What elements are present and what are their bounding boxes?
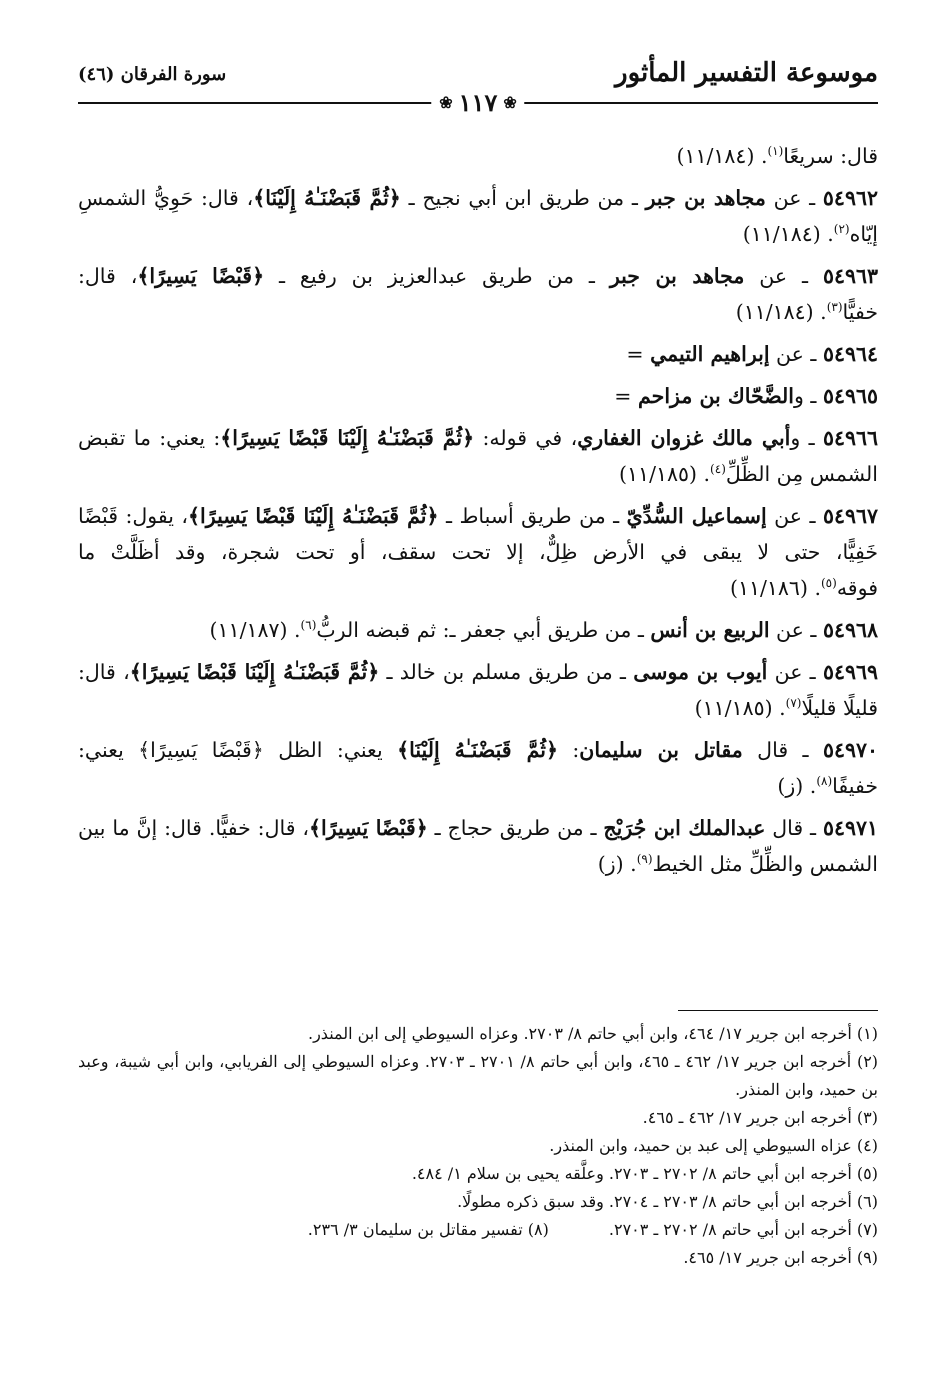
narration-number: ٥٤٩٦٢ xyxy=(822,186,878,210)
paragraph-text: ، قال: قليلًا قليلًا xyxy=(78,660,878,720)
paragraph-text: ـ عن xyxy=(744,264,823,288)
paragraph-text: ـ من طريق مسلم بن خالد ـ xyxy=(379,660,634,684)
footnotes xyxy=(78,1020,878,1272)
paragraph-text: ـ و xyxy=(793,384,823,408)
surah-name: سورة الفرقان (٤٦) xyxy=(78,64,227,85)
paragraph-text: = xyxy=(626,342,651,366)
footnote: (٥) أخرجه ابن أبي حاتم ٨/ ٢٧٠٢ ـ ٢٧٠٣. وعلَّقه يحيى بن سلام ١/ ٤٨٤. xyxy=(411,1164,878,1183)
narrator-name: أيوب بن موسى xyxy=(633,660,768,684)
footnote-marker: (٥) xyxy=(820,576,837,591)
paragraph-text: ـ عن xyxy=(767,660,823,684)
footnote: (١) أخرجه ابن جرير ١٧/ ٤٦٤، وابن أبي حاتم ٨/ ٢٧٠٣. وعزاه السيوطي إلى ابن المنذر. xyxy=(307,1024,878,1043)
paragraph xyxy=(78,336,878,372)
narration-number: ٥٤٩٦٣ xyxy=(822,264,878,288)
volume-ref: . (١١/١٨٤) xyxy=(742,222,834,246)
volume-ref: . (ز) xyxy=(597,852,637,876)
narration-number: ٥٤٩٦٦ xyxy=(822,426,878,450)
footnote-marker: (٦) xyxy=(300,618,317,633)
paragraph-text: يعني: الظل ﴿قَبْضًا يَسِيرًا﴾ يعني: خفيفًا xyxy=(78,738,878,798)
footnote-marker: (٩) xyxy=(636,852,653,867)
volume-ref: . (١١/١٨٦) xyxy=(729,576,821,600)
volume-ref: . (١١/١٨٧) xyxy=(209,618,301,642)
paragraph-text: قال: سريعًا xyxy=(783,144,878,168)
quran-quote: ﴿ثُمَّ قَبَضْنَـٰهُ إِلَيْنَا قَبْضًا يَسِيرًا﴾ xyxy=(220,426,475,450)
narration-number: ٥٤٩٦٥ xyxy=(822,384,878,408)
paragraph-text: ـ عن xyxy=(765,186,823,210)
quran-quote: ﴿ثُمَّ قَبَضْنَـٰهُ إِلَيْنَا قَبْضًا يَسِيرًا﴾ xyxy=(188,504,439,528)
paragraph-text: ـ من طريق ابن أبي نجيح ـ xyxy=(400,186,646,210)
footnote: (٧) أخرجه ابن أبي حاتم ٨/ ٢٧٠٢ ـ ٢٧٠٣. xyxy=(608,1220,878,1239)
paragraph-text: ـ عن xyxy=(769,342,823,366)
page-header xyxy=(78,58,878,117)
narrator-name: مجاهد بن جبر xyxy=(609,264,745,288)
paragraph xyxy=(78,138,878,174)
narrator-name: إسماعيل السُّدِّيّ xyxy=(626,504,767,528)
page-number: ١١٧ xyxy=(458,88,498,117)
main-text xyxy=(78,138,878,888)
paragraph-text: ـ عن xyxy=(766,504,823,528)
footnote-marker: (٣) xyxy=(826,300,843,315)
footnote: (٣) أخرجه ابن جرير ١٧/ ٤٦٢ ـ ٤٦٥. xyxy=(642,1108,878,1127)
paragraph xyxy=(78,258,878,330)
quran-quote: ﴿ثُمَّ قَبَضْنَـٰهُ إِلَيْنَا﴾ xyxy=(253,186,401,210)
narrator-name: أبي مالك غزوان الغفاري xyxy=(577,426,791,450)
narration-number: ٥٤٩٦٧ xyxy=(822,504,878,528)
ornament-icon: ❀ xyxy=(439,93,453,112)
narration-number: ٥٤٩٧٠ xyxy=(822,738,878,762)
narrator-name: مقاتل بن سليمان xyxy=(579,738,743,762)
paragraph xyxy=(78,180,878,252)
quran-quote: ﴿قَبْضًا يَسِيرًا﴾ xyxy=(137,264,265,288)
footnote-marker: (٨) xyxy=(816,774,833,789)
narrator-name: إبراهيم التيمي xyxy=(650,342,770,366)
book-title: موسوعة التفسير المأثور xyxy=(615,58,878,88)
narration-number: ٥٤٩٦٤ xyxy=(822,342,878,366)
footnote-marker: (٧) xyxy=(785,696,802,711)
paragraph-text: ـ من طريق حجاج ـ xyxy=(427,816,604,840)
paragraph-text: ، قال: حَوِيُّ الشمسِ إيّاه xyxy=(78,186,878,246)
paragraph-text: ـ من طريق أسباط ـ xyxy=(438,504,627,528)
paragraph xyxy=(78,732,878,804)
footnote-marker: (٢) xyxy=(833,222,850,237)
narrator-name: الضَّحّاك بن مزاحم xyxy=(638,384,794,408)
paragraph-text: ، يقول: قَبْضًا خَفِيًّا، حتى لا يبقى في الأرض ظِلٌّ، إلا تحت سقف، أو تحت شجرة، وقد أظَلَّتْ ما فوقه xyxy=(78,504,878,600)
footnote: (٨) تفسير مقاتل بن سليمان ٣/ ٢٣٦. xyxy=(307,1220,549,1239)
volume-ref: . (ز) xyxy=(777,774,817,798)
ornament-icon: ❀ xyxy=(503,93,517,112)
volume-ref: . (١١/١٨٥) xyxy=(694,696,786,720)
footnote: (٢) أخرجه ابن جرير ١٧/ ٤٦٢ ـ ٤٦٥، وابن أبي حاتم ٨/ ٢٧٠١ ـ ٢٧٠٣. وعزاه السيوطي إلى الفريابي، وابن أبي شيبة، وعبد بن حميد، وابن المنذر. xyxy=(78,1052,879,1099)
paragraph-text: ، قال: خفيًّا xyxy=(78,264,878,324)
narration-number: ٥٤٩٦٨ xyxy=(822,618,878,642)
narration-number: ٥٤٩٦٩ xyxy=(822,660,878,684)
footnote-row xyxy=(78,1216,878,1244)
footnote-marker: (١) xyxy=(767,144,784,159)
paragraph-text: ـ و xyxy=(790,426,823,450)
footnote: (٦) أخرجه ابن أبي حاتم ٨/ ٢٧٠٣ ـ ٢٧٠٤. وقد سبق ذكره مطولًا. xyxy=(457,1192,878,1211)
paragraph xyxy=(78,498,878,606)
paragraph-text: ، قال: خفيًّا. قال: إنَّ ما بين الشمس والظِّلِّ مثل الخيط xyxy=(78,816,878,876)
volume-ref: . (١١/١٨٥) xyxy=(619,462,711,486)
narrator-name: عبدالملك ابن جُرَيْج xyxy=(603,816,766,840)
paragraph-text: = xyxy=(614,384,638,408)
narration-number: ٥٤٩٧١ xyxy=(822,816,878,840)
paragraph xyxy=(78,612,878,648)
volume-ref: . (١١/١٨٤) xyxy=(676,144,768,168)
footnote-marker: (٤) xyxy=(710,462,726,477)
footnote: (٩) أخرجه ابن جرير ١٧/ ٤٦٥. xyxy=(683,1248,878,1267)
volume-ref: . (١١/١٨٤) xyxy=(735,300,827,324)
paragraph xyxy=(78,378,878,414)
paragraph-text: ـ عن xyxy=(769,618,823,642)
paragraph-text: ـ من طريق عبدالعزيز بن رفيع ـ xyxy=(264,264,610,288)
paragraph-text: ـ قال xyxy=(765,816,823,840)
paragraph xyxy=(78,810,878,882)
paragraph-text: ، في قوله: xyxy=(474,426,578,450)
paragraph xyxy=(78,420,878,492)
paragraph-text: ـ قال xyxy=(742,738,823,762)
narrator-name: مجاهد بن جبر xyxy=(645,186,766,210)
page-number-block xyxy=(431,88,524,117)
footnote: (٤) عزاه السيوطي إلى عبد بن حميد، وابن المنذر. xyxy=(549,1136,878,1155)
paragraph-text: : يعني: ما تقبض الشمس مِن الظِّلِّ xyxy=(78,426,878,486)
paragraph xyxy=(78,654,878,726)
paragraph-text: : xyxy=(557,738,580,762)
quran-quote: ﴿قَبْضًا يَسِيرًا﴾ xyxy=(309,816,428,840)
paragraph-text: ـ من طريق أبي جعفر ـ: ثم قبضه الربُّ xyxy=(316,618,651,642)
quran-quote: ﴿ثُمَّ قَبَضْنَـٰهُ إِلَيْنَا﴾ xyxy=(397,738,558,762)
narrator-name: الربيع بن أنس xyxy=(650,618,770,642)
footnote-separator xyxy=(678,1010,878,1011)
quran-quote: ﴿ثُمَّ قَبَضْنَـٰهُ إِلَيْنَا قَبْضًا يَسِيرًا﴾ xyxy=(129,660,380,684)
